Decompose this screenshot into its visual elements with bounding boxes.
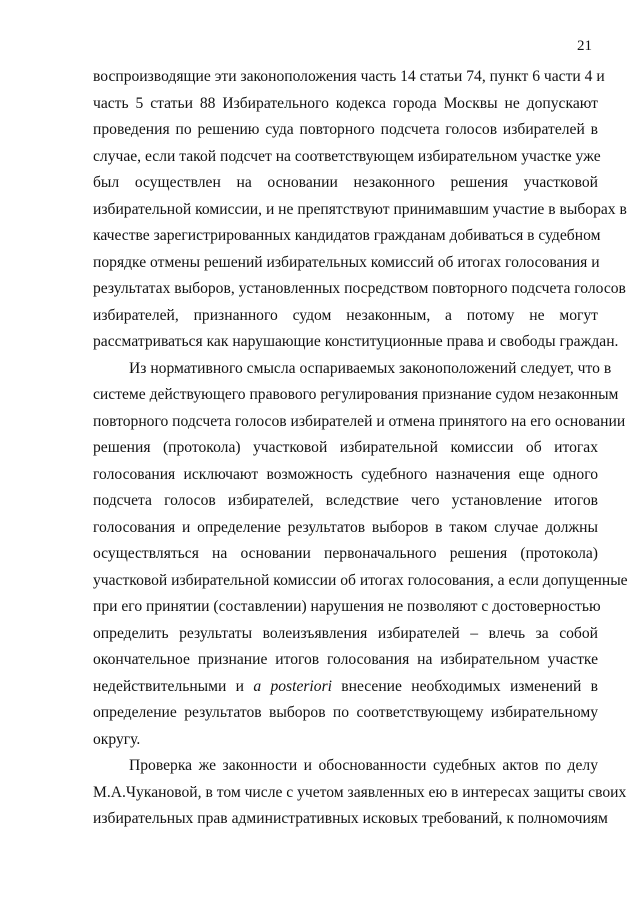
text-line: качестве зарегистрированных кандидатов гражданам добиваться в судебном (93, 227, 601, 244)
text-line: решения (протокола) участковой избирательной комиссии об итогах (93, 439, 598, 456)
text-line: был осуществлен на основании незаконного решения участковой (93, 174, 598, 191)
text-line: результатах выборов, установленных посредством повторного подсчета голосов (93, 280, 626, 297)
text-line-with-italic (93, 674, 598, 701)
page-number: 21 (577, 38, 592, 54)
text-line: часть 5 статьи 88 Избирательного кодекса города Москвы не допускают (93, 94, 598, 112)
text-line: воспроизводящие эти законоположения часть 14 статьи 74, пункт 6 части 4 и (93, 68, 605, 85)
text-line: избирателей, признанного судом незаконным, а потому не могут (93, 306, 598, 324)
paragraph-3 (93, 753, 627, 833)
text-line: рассматриваться как нарушающие конституционные права и свободы граждан. (93, 333, 619, 350)
text-line: подсчета голосов избирателей, вследствие чего установление итогов (93, 492, 598, 509)
text-line: голосования исключают возможность судебного назначения еще одного (93, 465, 598, 483)
text-line: проведения по решению суда повторного подсчета голосов избирателей в (93, 121, 598, 138)
text-line: избирательной комиссии, и не препятствуют принимавшим участие в выборах в (93, 200, 627, 218)
text-line: определение результатов выборов по соответствующему избирательному (93, 704, 598, 721)
text-line: М.А.Чукановой, в том числе с учетом заявленных ею в интересах защиты своих (93, 783, 627, 801)
paragraph-2 (93, 356, 628, 754)
text-fragment: недействительными и (93, 677, 254, 695)
text-line: осуществляться на основании первоначального решения (протокола) (93, 545, 598, 562)
text-line: повторного подсчета голосов избирателей и отмена принятого на его основании (93, 412, 626, 430)
text-line: порядке отмены решений избирательных комиссий об итогах голосования и (93, 253, 600, 271)
text-fragment: внесение необходимых изменений в (331, 677, 598, 695)
text-line: случае, если такой подсчет на соответствующем избирательном участке уже (93, 147, 601, 165)
text-line: округу. (93, 730, 141, 748)
text-line: участковой избирательной комиссии об итогах голосования, а если допущенные (93, 571, 628, 589)
text-line: избирательных прав административных исковых требований, к полномочиям (93, 810, 608, 827)
document-body (93, 64, 628, 833)
text-line: при его принятии (составлении) нарушения не позволяют с достоверностью (93, 598, 601, 615)
text-line: окончательное признание итогов голосования на избирательном участке (93, 651, 598, 668)
text-line: системе действующего правового регулирования признание судом незаконным (93, 386, 619, 403)
text-line: голосования и определение результатов выборов в таком случае должны (93, 518, 598, 536)
text-line: Проверка же законности и обоснованности судебных актов по делу (129, 757, 598, 774)
italic-latin-term: a posteriori (253, 677, 332, 695)
text-line: Из нормативного смысла оспариваемых законоположений следует, что в (129, 359, 612, 377)
text-line: определить результаты волеизъявления избирателей – влечь за собой (93, 624, 598, 642)
paragraph-1 (93, 64, 627, 356)
